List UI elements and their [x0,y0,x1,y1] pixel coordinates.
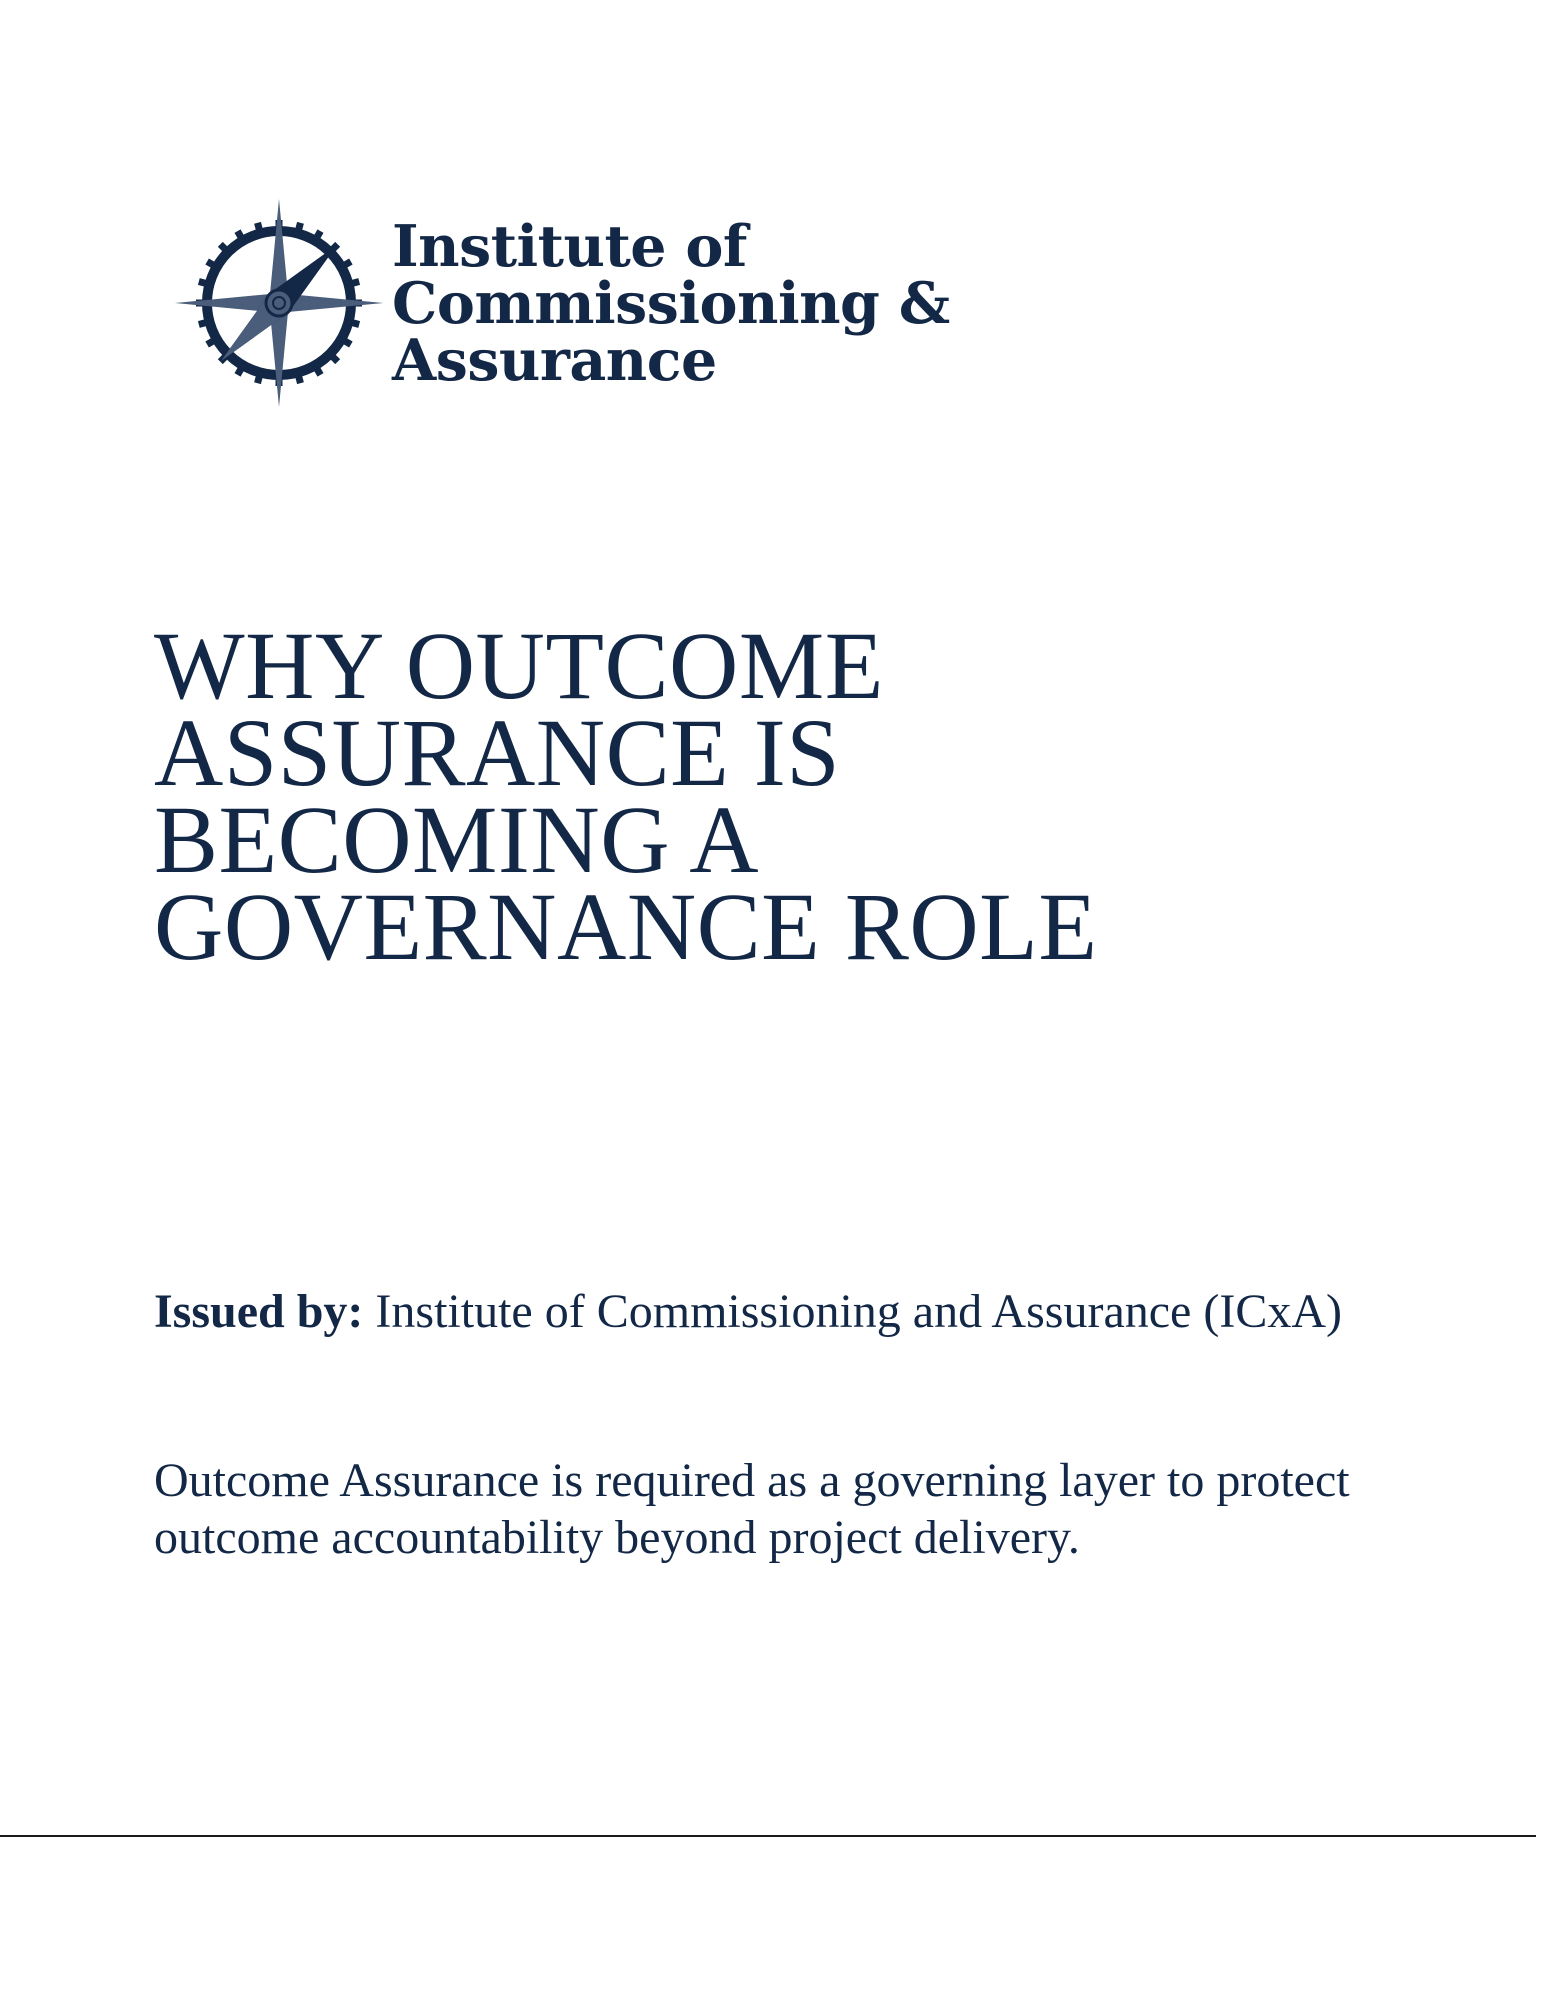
compass-gear-icon [174,198,384,408]
logo-line-3: Assurance [392,326,717,394]
footer-divider [0,1835,1536,1837]
title-line-2: ASSURANCE IS [154,699,841,806]
issued-by-value: Institute of Commissioning and Assurance (ICxA) [375,1285,1342,1338]
issued-by-label: Issued by: [154,1285,364,1338]
title-line-4: GOVERNANCE ROLE [154,873,1098,980]
logo-line-1: Institute of [392,212,747,280]
document-title [154,612,1404,980]
summary-paragraph: Outcome Assurance is required as a governing layer to protect outcome accountability beyond project delivery. [154,1454,1350,1564]
logo-wordmark [392,212,950,394]
institute-logo [174,198,950,408]
logo-line-2: Commissioning & [392,269,950,337]
title-line-1: WHY OUTCOME [154,612,884,719]
title-line-3: BECOMING A [154,786,760,893]
issued-by-statement [154,1284,1394,1340]
